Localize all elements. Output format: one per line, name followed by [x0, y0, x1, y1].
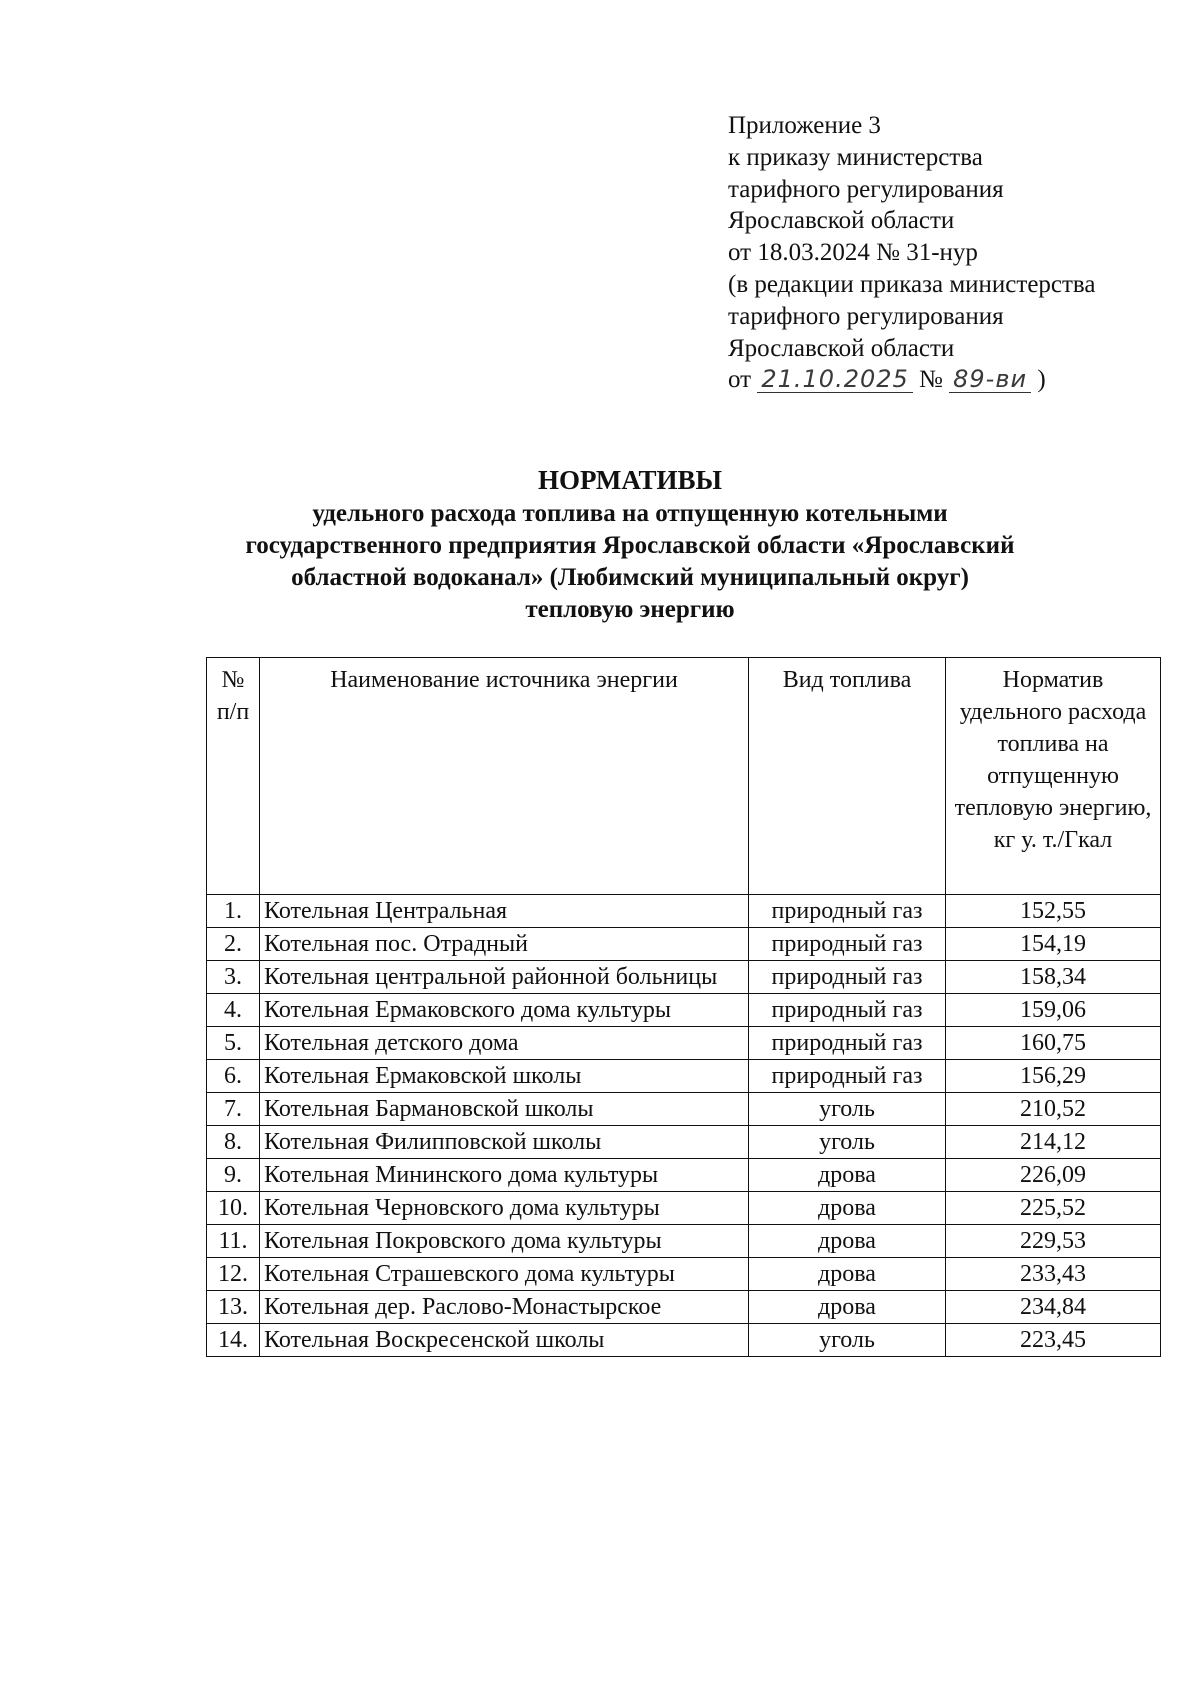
- document-title: [180, 462, 1080, 626]
- cell-name: Котельная Ермаковской школы: [260, 1060, 749, 1093]
- cell-name: Котельная детского дома: [260, 1027, 749, 1060]
- cell-norm: 229,53: [946, 1225, 1161, 1258]
- table-row: [207, 994, 1161, 1027]
- cell-fuel: природный газ: [749, 1027, 946, 1060]
- table-row: [207, 1093, 1161, 1126]
- cell-name: Котельная Черновского дома культуры: [260, 1192, 749, 1225]
- cell-norm: 234,84: [946, 1291, 1161, 1324]
- title-line: тепловую энергию: [525, 596, 735, 623]
- cell-fuel: дрова: [749, 1291, 946, 1324]
- table-row: [207, 1027, 1161, 1060]
- cell-norm: 159,06: [946, 994, 1161, 1027]
- cell-norm: 233,43: [946, 1258, 1161, 1291]
- cell-num: 10.: [207, 1192, 260, 1225]
- cell-name: Котельная Филипповской школы: [260, 1126, 749, 1159]
- cell-norm: 226,09: [946, 1159, 1161, 1192]
- cell-norm: 158,34: [946, 961, 1161, 994]
- cell-name: Котельная дер. Раслово-Монастырское: [260, 1291, 749, 1324]
- cell-norm: 156,29: [946, 1060, 1161, 1093]
- table-row: [207, 928, 1161, 961]
- appendix-line: Ярославской области: [728, 207, 955, 235]
- appendix-line: от 18.03.2024 № 31-нур: [728, 239, 978, 267]
- table-row: [207, 1291, 1161, 1324]
- cell-name: Котельная Покровского дома культуры: [260, 1225, 749, 1258]
- cell-name: Котельная пос. Отрадный: [260, 928, 749, 961]
- cell-name: Котельная Мининского дома культуры: [260, 1159, 749, 1192]
- cell-fuel: дрова: [749, 1192, 946, 1225]
- cell-num: 14.: [207, 1324, 260, 1357]
- cell-num: 12.: [207, 1258, 260, 1291]
- cell-norm: 225,52: [946, 1192, 1161, 1225]
- appendix-line: Приложение 3: [728, 112, 881, 139]
- number-sign: №: [919, 366, 943, 394]
- date-prefix: от: [728, 366, 752, 394]
- cell-norm: 160,75: [946, 1027, 1161, 1060]
- appendix-date-line: [728, 364, 1096, 396]
- cell-fuel: уголь: [749, 1324, 946, 1357]
- norms-table: [206, 657, 1161, 1357]
- cell-num: 2.: [207, 928, 260, 961]
- title-main: НОРМАТИВЫ: [537, 465, 723, 495]
- table-row: [207, 1258, 1161, 1291]
- cell-fuel: природный газ: [749, 928, 946, 961]
- title-line: государственного предприятия Ярославской области «Ярославский: [245, 532, 1015, 559]
- cell-name: Котельная Ермаковского дома культуры: [260, 994, 749, 1027]
- table-row: [207, 1126, 1161, 1159]
- header-name: Наименование источника энергии: [260, 658, 749, 895]
- cell-name: Котельная Бармановской школы: [260, 1093, 749, 1126]
- table-row: [207, 961, 1161, 994]
- header-fuel: Вид топлива: [749, 658, 946, 895]
- cell-num: 11.: [207, 1225, 260, 1258]
- appendix-line: Ярославской области: [728, 334, 955, 362]
- cell-norm: 154,19: [946, 928, 1161, 961]
- cell-num: 4.: [207, 994, 260, 1027]
- cell-norm: 223,45: [946, 1324, 1161, 1357]
- cell-fuel: дрова: [749, 1225, 946, 1258]
- cell-norm: 152,55: [946, 895, 1161, 928]
- handwritten-date: 21.10.2025: [757, 366, 912, 393]
- table-row: [207, 1159, 1161, 1192]
- header-norm: Норматив удельного расхода топлива на отпущенную тепловую энергию, кг у. т./Гкал: [946, 658, 1161, 895]
- table-row: [207, 1324, 1161, 1357]
- appendix-line: тарифного регулирования: [728, 302, 1004, 330]
- cell-name: Котельная Воскресенской школы: [260, 1324, 749, 1357]
- cell-name: Котельная центральной районной больницы: [260, 961, 749, 994]
- table-row: [207, 1060, 1161, 1093]
- table-row: [207, 1225, 1161, 1258]
- header-num: № п/п: [207, 658, 260, 895]
- appendix-block: [728, 110, 1096, 396]
- cell-name: Котельная Страшевского дома культуры: [260, 1258, 749, 1291]
- cell-fuel: природный газ: [749, 961, 946, 994]
- appendix-line: тарифного регулирования: [728, 175, 1004, 203]
- cell-num: 1.: [207, 895, 260, 928]
- appendix-line: к приказу министерства: [728, 143, 983, 171]
- cell-num: 3.: [207, 961, 260, 994]
- cell-num: 5.: [207, 1027, 260, 1060]
- title-line: удельного расхода топлива на отпущенную котельными: [312, 500, 948, 527]
- table-row: [207, 1192, 1161, 1225]
- table-header-row: [207, 658, 1161, 895]
- cell-fuel: дрова: [749, 1258, 946, 1291]
- cell-fuel: природный газ: [749, 1060, 946, 1093]
- cell-fuel: уголь: [749, 1093, 946, 1126]
- appendix-line: (в редакции приказа министерства: [728, 270, 1096, 298]
- cell-fuel: уголь: [749, 1126, 946, 1159]
- cell-fuel: дрова: [749, 1159, 946, 1192]
- cell-num: 7.: [207, 1093, 260, 1126]
- cell-name: Котельная Центральная: [260, 895, 749, 928]
- cell-num: 6.: [207, 1060, 260, 1093]
- cell-fuel: природный газ: [749, 895, 946, 928]
- cell-norm: 214,12: [946, 1126, 1161, 1159]
- cell-num: 9.: [207, 1159, 260, 1192]
- cell-fuel: природный газ: [749, 994, 946, 1027]
- title-line: областной водоканал» (Любимский муниципальный округ): [291, 564, 969, 591]
- handwritten-number: 89-ви: [949, 366, 1031, 393]
- closing-paren: ): [1037, 366, 1046, 394]
- cell-norm: 210,52: [946, 1093, 1161, 1126]
- table-row: [207, 895, 1161, 928]
- cell-num: 13.: [207, 1291, 260, 1324]
- cell-num: 8.: [207, 1126, 260, 1159]
